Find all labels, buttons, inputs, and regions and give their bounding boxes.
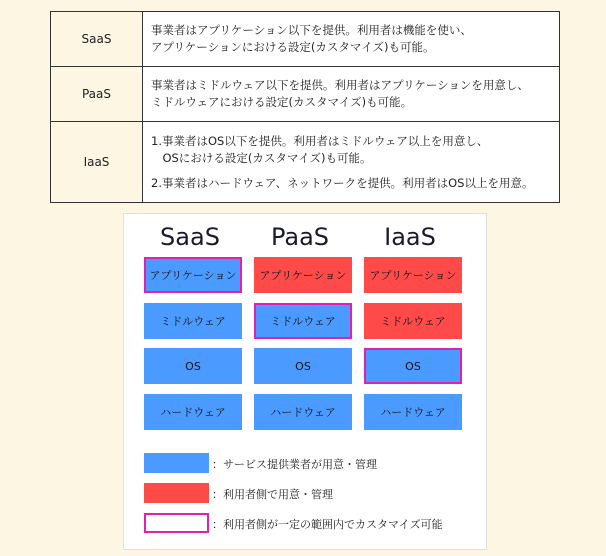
layer-box-iaas: OS bbox=[364, 348, 462, 384]
legend-swatch-user bbox=[144, 483, 209, 503]
layer-box-paas: OS bbox=[254, 348, 352, 384]
layer-box-iaas: ハードウェア bbox=[364, 394, 462, 430]
legend-swatch-provider bbox=[144, 453, 209, 473]
legend-label-user: ：利用者側で用意・管理 bbox=[212, 488, 333, 501]
table-row bbox=[51, 12, 560, 67]
legend-label-customizable: ：利用者側が一定の範囲内でカスタマイズ可能 bbox=[212, 518, 443, 531]
model-description-cell bbox=[143, 67, 560, 122]
description-line: 2.事業者はハードウェア、ネットワークを提供。利用者はOS以上を用意。 bbox=[151, 175, 534, 190]
description-line: 事業者はミドルウェア以下を提供。利用者はアプリケーションを用意し、 bbox=[151, 78, 529, 92]
model-name-cell: SaaS bbox=[51, 12, 143, 67]
layer-box-iaas: アプリケーション bbox=[364, 257, 462, 293]
description-line: 事業者はアプリケーション以下を提供。利用者は機能を使い、 bbox=[151, 23, 472, 37]
model-name-cell: IaaS bbox=[51, 122, 143, 203]
table-row bbox=[51, 67, 560, 122]
table-row bbox=[51, 122, 560, 203]
layer-box-saas: アプリケーション bbox=[144, 257, 242, 293]
model-name-cell: PaaS bbox=[51, 67, 143, 122]
legend-label-provider: ：サービス提供業者が用意・管理 bbox=[212, 458, 377, 471]
responsibility-diagram bbox=[123, 213, 487, 550]
legend-swatch-customizable bbox=[144, 513, 209, 533]
column-header-saas: SaaS bbox=[160, 223, 220, 251]
layer-box-iaas: ミドルウェア bbox=[364, 303, 462, 339]
description-line: アプリケーションにおける設定(カスタマイズ)も可能。 bbox=[151, 40, 435, 54]
description-line: ミドルウェアにおける設定(カスタマイズ)も可能。 bbox=[151, 95, 413, 109]
line-gap bbox=[151, 167, 551, 175]
service-model-table bbox=[50, 11, 560, 203]
model-description-cell bbox=[143, 122, 560, 203]
column-header-iaas: IaaS bbox=[384, 223, 436, 251]
model-description-cell bbox=[143, 12, 560, 67]
layer-box-paas: アプリケーション bbox=[254, 257, 352, 293]
layer-box-saas: OS bbox=[144, 348, 242, 384]
layer-box-saas: ミドルウェア bbox=[144, 303, 242, 339]
column-header-paas: PaaS bbox=[270, 223, 330, 251]
layer-box-paas: ハードウェア bbox=[254, 394, 352, 430]
layer-box-paas: ミドルウェア bbox=[254, 303, 352, 339]
description-line: 1.事業者はOS以下を提供。利用者はミドルウェア以上を用意し、 bbox=[151, 133, 489, 148]
description-line: OSにおける設定(カスタマイズ)も可能。 bbox=[151, 150, 372, 165]
layer-box-saas: ハードウェア bbox=[144, 394, 242, 430]
